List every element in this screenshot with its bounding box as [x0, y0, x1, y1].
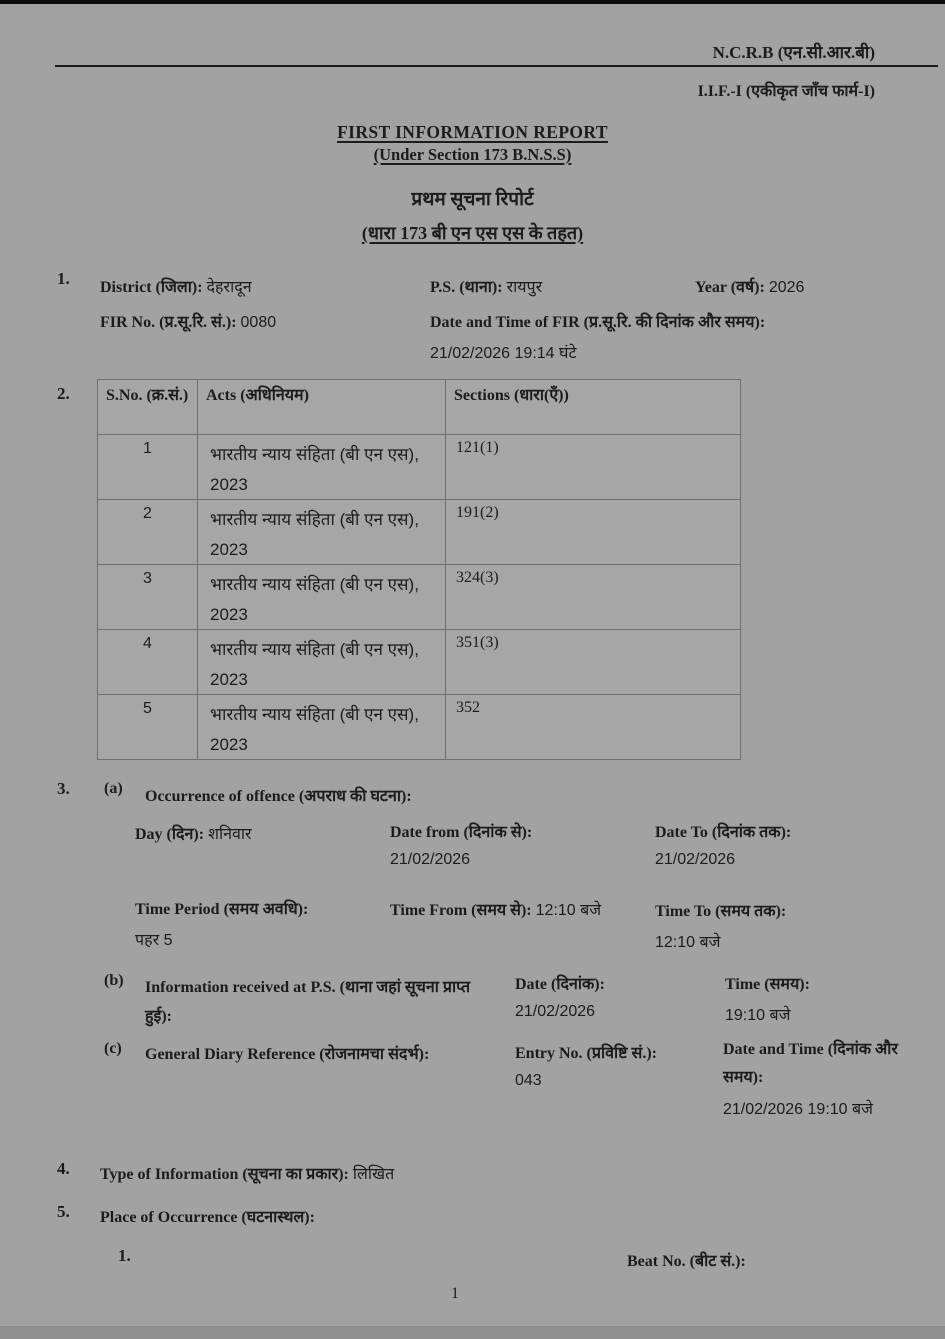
- year-label: Year (वर्ष):: [695, 279, 765, 296]
- iif-form-header: I.I.F.-I (एकीकृत जाँच फार्म-I): [697, 83, 875, 100]
- ncrb-header: N.C.R.B (एन.सी.आर.बी): [712, 43, 875, 62]
- time-from-label: Time From (समय से):: [390, 902, 532, 919]
- table-row-section: 352: [446, 695, 741, 760]
- fir-number-value: 0080: [240, 314, 277, 331]
- time-period-field: [135, 897, 375, 950]
- district-field: [100, 275, 252, 297]
- date-to-value: 21/02/2026: [655, 851, 736, 868]
- year-field: [695, 275, 804, 297]
- gd-entry-number-field: [515, 1041, 715, 1090]
- page-number: 1: [451, 1285, 459, 1302]
- district-label: District (जिला):: [100, 279, 203, 296]
- general-diary-reference-heading: General Diary Reference (रोजनामचा संदर्भ):: [145, 1046, 430, 1063]
- occurrence-of-offence-heading: Occurrence of offence (अपराध की घटना):: [145, 788, 412, 805]
- gd-datetime-label: Date and Time (दिनांक और समय):: [723, 1041, 898, 1086]
- gd-datetime-value: 21/02/2026 19:10 बजे: [723, 1101, 874, 1118]
- day-field: [135, 822, 252, 844]
- section3a-tag: (a): [104, 780, 123, 797]
- title-section-reference-english: (Under Section 173 B.N.S.S): [373, 145, 572, 164]
- table-row-act: भारतीय न्याय संहिता (बी एन एस), 2023: [198, 500, 446, 565]
- section4-number: 4.: [57, 1159, 70, 1178]
- day-value: शनिवार: [208, 826, 252, 843]
- received-time-field: [725, 972, 810, 1025]
- received-time-label: Time (समय):: [725, 976, 810, 993]
- scan-bottom-edge: [0, 1326, 945, 1339]
- section2-number: 2.: [57, 384, 70, 403]
- acts-sections-table: [97, 379, 741, 760]
- scan-top-edge: [0, 0, 945, 4]
- table-row-act: भारतीय न्याय संहिता (बी एन एस), 2023: [198, 435, 446, 500]
- date-from-label: Date from (दिनांक से):: [390, 824, 533, 841]
- date-from-value: 21/02/2026: [390, 851, 471, 868]
- received-time-value: 19:10 बजे: [725, 1007, 791, 1024]
- district-value: देहरादून: [206, 279, 252, 296]
- document-title-block: [0, 122, 945, 245]
- received-date-value: 21/02/2026: [515, 1003, 596, 1020]
- time-to-field: [655, 899, 860, 952]
- table-row-act: भारतीय न्याय संहिता (बी एन एस), 2023: [198, 565, 446, 630]
- fir-number-field: [100, 310, 276, 332]
- fir-datetime-value: 21/02/2026 19:14 घंटे: [430, 345, 577, 362]
- header-divider: [55, 65, 938, 67]
- police-station-value: रायपुर: [506, 279, 543, 296]
- day-label: Day (दिन):: [135, 826, 205, 843]
- information-received-heading: Information received at P.S. (थाना जहां सूचना प्राप्त हुई):: [145, 979, 471, 1025]
- fir-number-label: FIR No. (प्र.सू.रि. सं.):: [100, 314, 237, 331]
- police-station-label: P.S. (थाना):: [430, 279, 503, 296]
- year-value: 2026: [768, 279, 805, 296]
- gd-entry-number-value: 043: [515, 1072, 542, 1089]
- table-row-sno: 1: [98, 435, 198, 500]
- gd-entry-number-label: Entry No. (प्रविष्टि सं.):: [515, 1045, 657, 1062]
- received-date-label: Date (दिनांक):: [515, 976, 605, 993]
- section5-number: 5.: [57, 1202, 70, 1221]
- table-row-section: 351(3): [446, 630, 741, 695]
- time-to-value: 12:10 बजे: [655, 934, 721, 951]
- date-from-field: [390, 820, 630, 869]
- title-section-reference-hindi: (धारा 173 बी एन एस एस के तहत): [361, 223, 584, 243]
- fir-datetime-field: [430, 310, 900, 363]
- time-from-value: 12:10 बजे: [535, 902, 602, 919]
- table-row-sno: 5: [98, 695, 198, 760]
- table-row-sno: 3: [98, 565, 198, 630]
- type-of-information-value: लिखित: [352, 1166, 395, 1183]
- table-row-act: भारतीय न्याय संहिता (बी एन एस), 2023: [198, 630, 446, 695]
- column-header-acts: Acts (अधिनियम): [198, 380, 446, 435]
- section1-number: 1.: [57, 269, 70, 288]
- table-row-sno: 2: [98, 500, 198, 565]
- type-of-information-field: [100, 1162, 394, 1184]
- received-date-field: [515, 972, 605, 1021]
- beat-number-label: Beat No. (बीट सं.):: [627, 1253, 746, 1270]
- title-english: FIRST INFORMATION REPORT: [337, 122, 608, 142]
- date-to-label: Date To (दिनांक तक):: [655, 824, 792, 841]
- section3c-tag: (c): [104, 1040, 122, 1057]
- gd-datetime-field: [723, 1036, 935, 1124]
- date-to-field: [655, 820, 895, 869]
- place-of-occurrence-heading: Place of Occurrence (घटनास्थल):: [100, 1209, 315, 1226]
- time-from-field: [390, 897, 640, 925]
- title-hindi: प्रथम सूचना रिपोर्ट: [411, 189, 534, 210]
- section3-number: 3.: [57, 779, 70, 798]
- table-row-section: 324(3): [446, 565, 741, 630]
- type-of-information-label: Type of Information (सूचना का प्रकार):: [100, 1166, 349, 1183]
- police-station-field: [430, 275, 542, 297]
- time-period-value: पहर 5: [135, 932, 173, 949]
- column-header-sno: S.No. (क्र.सं.): [98, 380, 198, 435]
- time-to-label: Time To (समय तक):: [655, 903, 787, 920]
- place-sub-item-number: 1.: [118, 1246, 131, 1265]
- table-row-act: भारतीय न्याय संहिता (बी एन एस), 2023: [198, 695, 446, 760]
- section3b-tag: (b): [104, 972, 124, 989]
- fir-datetime-label: Date and Time of FIR (प्र.सू.रि. की दिनांक और समय):: [430, 314, 766, 331]
- table-row-sno: 4: [98, 630, 198, 695]
- table-row-section: 121(1): [446, 435, 741, 500]
- table-row-section: 191(2): [446, 500, 741, 565]
- column-header-sections: Sections (धारा(एँ)): [446, 380, 741, 435]
- time-period-label: Time Period (समय अवधि):: [135, 901, 309, 918]
